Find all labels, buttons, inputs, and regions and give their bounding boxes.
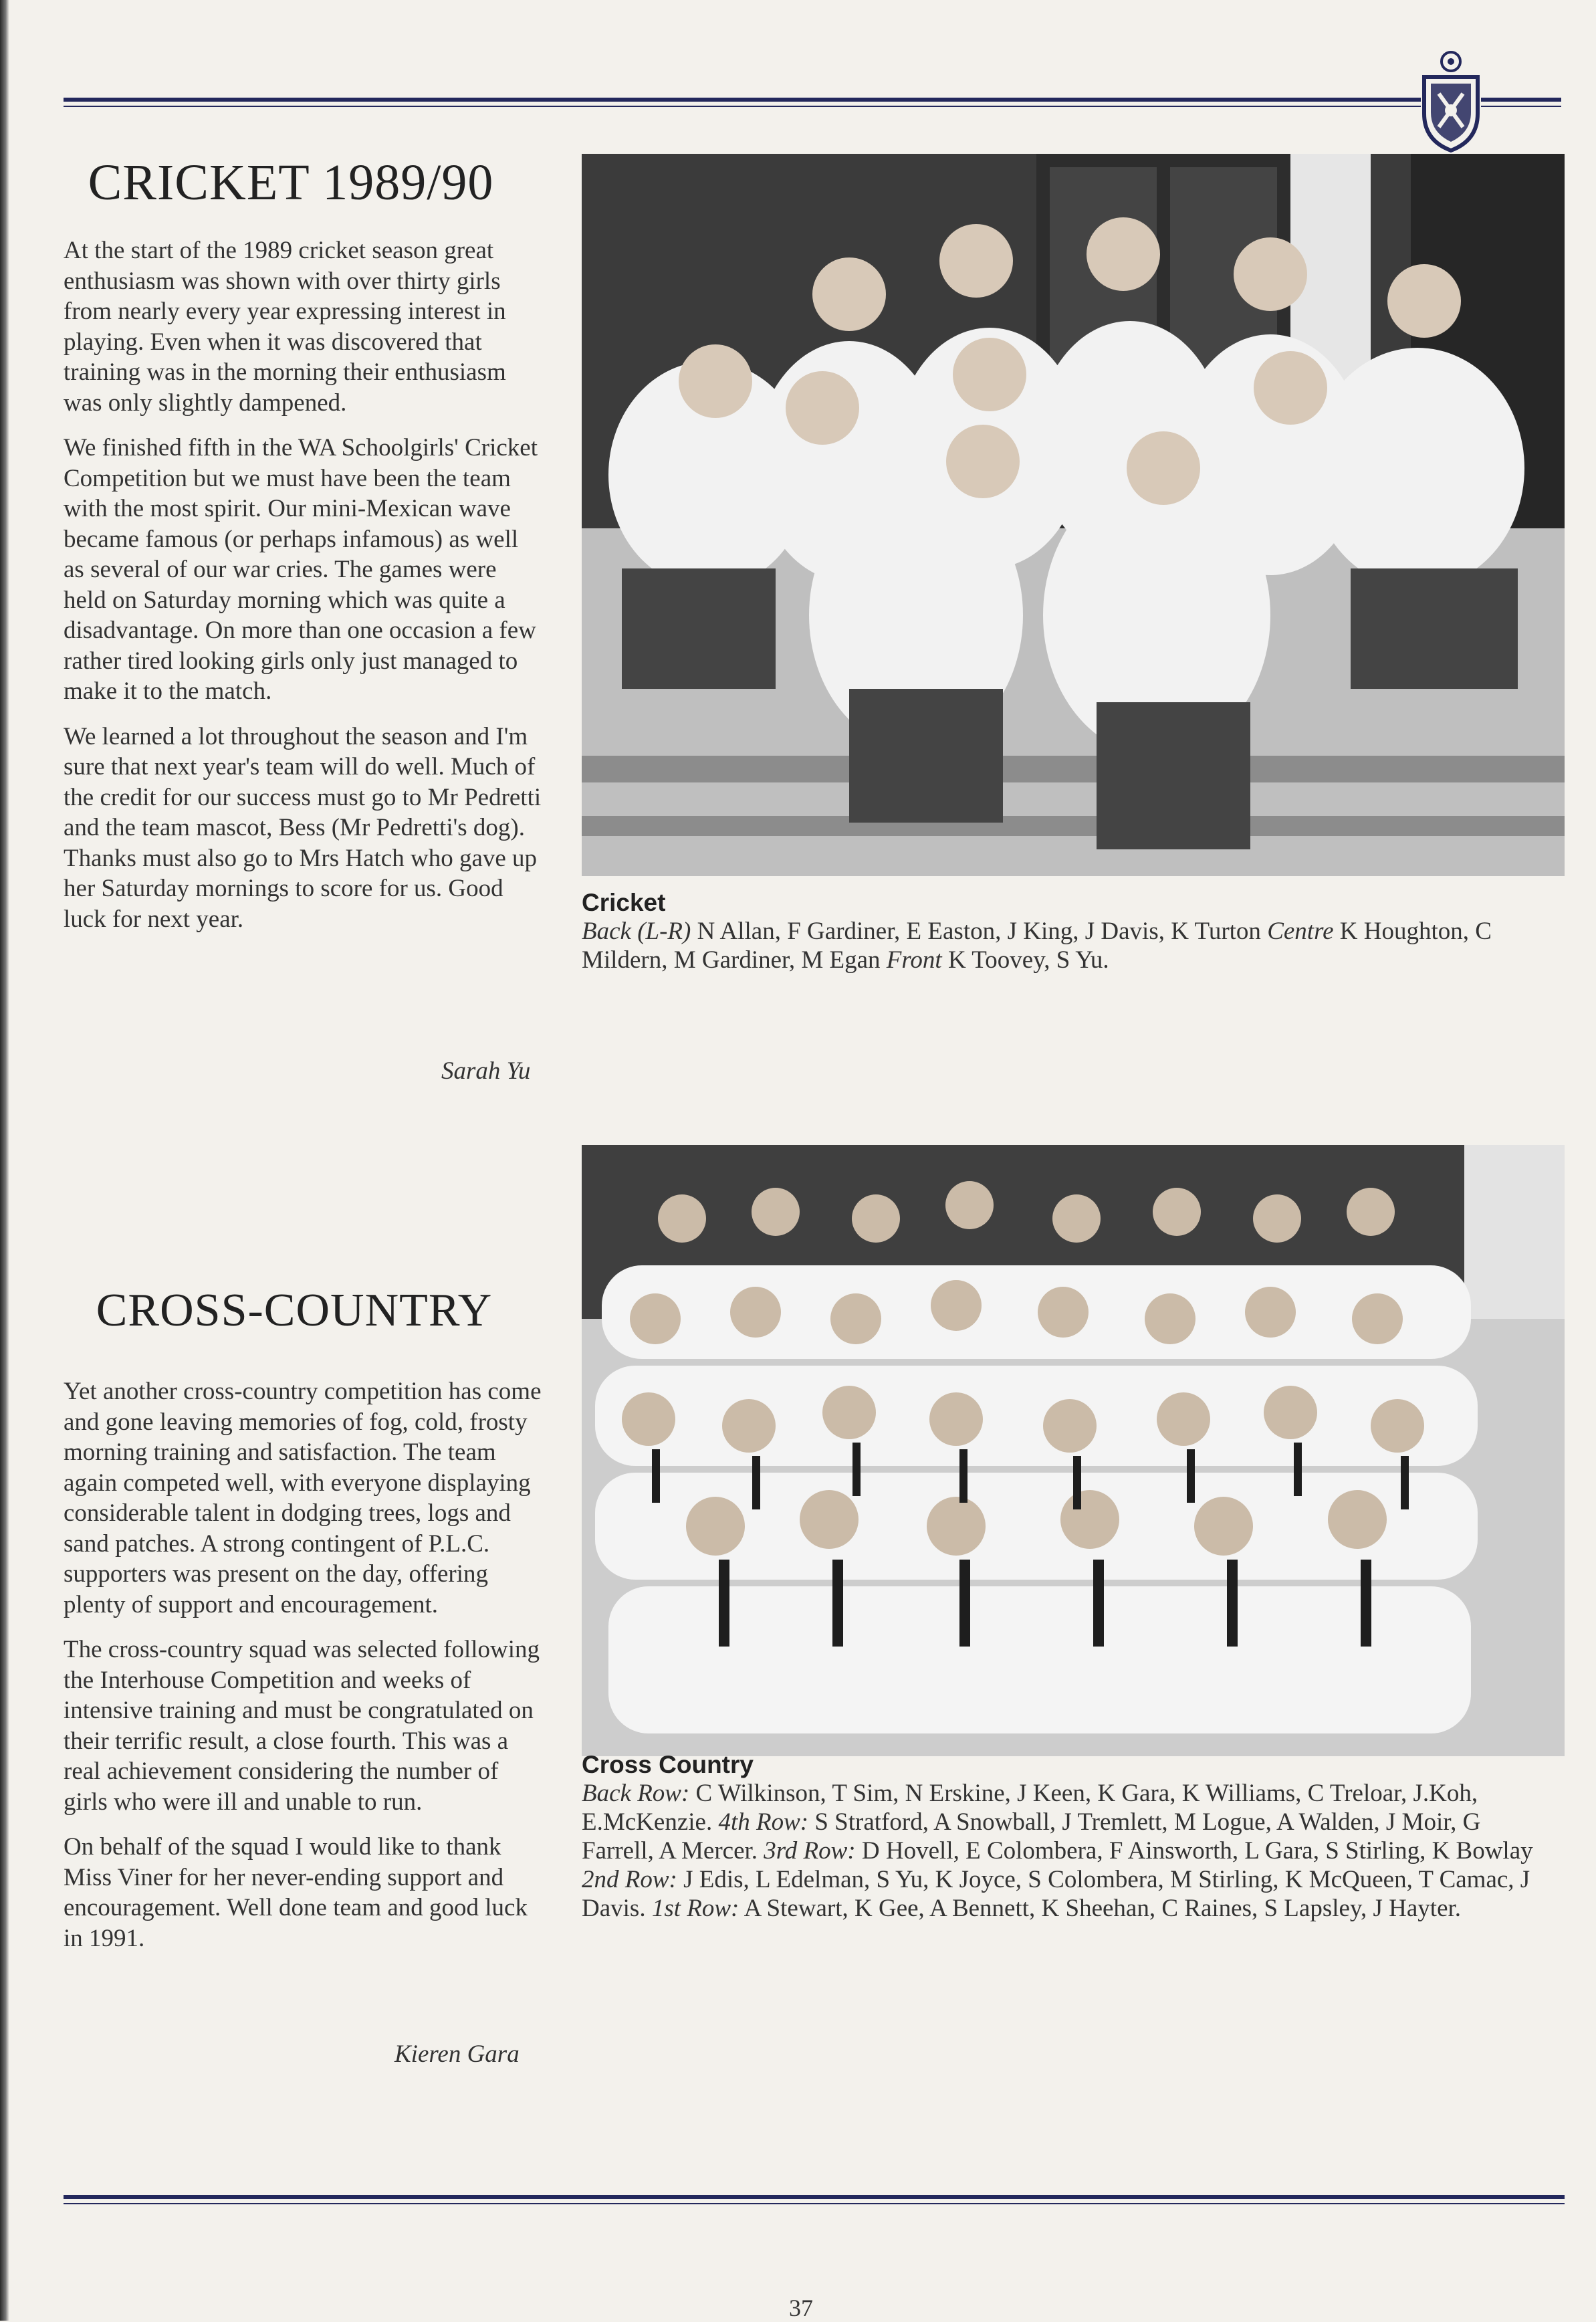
caption-row-label: Front bbox=[886, 946, 942, 974]
caption-names: K Houghton, C Mildern, M Gardiner, M Egan bbox=[582, 918, 1492, 974]
caption-row-label: Centre bbox=[1267, 918, 1334, 945]
caption-row-label: 1st Row: bbox=[651, 1895, 739, 1922]
cross-country-team-photo bbox=[582, 1145, 1565, 1756]
cross-country-author-signature: Kieren Gara bbox=[394, 2040, 520, 2068]
bottom-rule bbox=[64, 2195, 1565, 2199]
cricket-photo-scene bbox=[582, 154, 1565, 876]
caption-names: J Edis, L Edelman, S Yu, K Joyce, S Colombera, M Stirling, K McQueen, T Camac, J Davis. bbox=[582, 1866, 1530, 1922]
cross-country-paragraph: The cross-country squad was selected following the Interhouse Competition and weeks of intensive training and must be congratulated on their terrific result, a close fourth. This was a real achievement considering the number of girls who were ill and unable to run. bbox=[64, 1636, 540, 1816]
bottom-rule-thin bbox=[64, 2203, 1565, 2204]
caption-row-label: Back Row: bbox=[582, 1780, 690, 1807]
caption-row-label: 4th Row: bbox=[718, 1808, 809, 1836]
top-rule bbox=[64, 98, 1421, 102]
cricket-photo-caption bbox=[582, 888, 1538, 974]
cross-country-photo-caption bbox=[582, 1750, 1558, 1923]
caption-names: C Wilkinson, T Sim, N Erskine, J Keen, K Gara, K Williams, C Treloar, J.Koh, E.McKenzie. bbox=[582, 1780, 1478, 1836]
caption-names: A Stewart, K Gee, A Bennett, K Sheehan, C Raines, S Lapsley, J Hayter. bbox=[739, 1895, 1462, 1922]
caption-row-label: Back (L-R) bbox=[582, 918, 691, 945]
caption-row-label: 2nd Row: bbox=[582, 1866, 677, 1893]
cross-country-heading: CROSS-COUNTRY bbox=[96, 1285, 493, 1336]
cross-country-article bbox=[64, 1376, 542, 1968]
cricket-paragraph: We finished fifth in the WA Schoolgirls' Cricket Competition but we must have been the team with the most spirit. Our mini-Mexican wave became famous (or perhaps infamous) as well as several of our war cries. The games were held on Saturday morning which was quite a disadvantage. On more than one occasion a few rather tired looking girls only just managed to make it to the match. bbox=[64, 434, 538, 705]
cricket-paragraph: We learned a lot throughout the season and I'm sure that next year's team will do well. Much of the credit for our success must go to Mr Pedretti and the team mascot, Bess (Mr Pedretti's dog). Thanks must also go to Mrs Hatch who gave up her Saturday mornings to score for us. Good luck for next year. bbox=[64, 722, 542, 933]
cricket-article bbox=[64, 235, 542, 949]
cross-country-paragraph: On behalf of the squad I would like to thank Miss Viner for her never-ending support and encouragement. Well done team and good luck in 1991. bbox=[64, 1833, 528, 1952]
caption-title: Cricket bbox=[582, 889, 666, 916]
caption-row-label: 3rd Row: bbox=[764, 1837, 856, 1865]
cricket-author-signature: Sarah Yu bbox=[441, 1057, 531, 1085]
cricket-heading: CRICKET 1989/90 bbox=[88, 154, 494, 211]
top-rule-right bbox=[1481, 98, 1561, 102]
page-number: 37 bbox=[789, 2295, 813, 2321]
top-rule-right-thin bbox=[1481, 106, 1561, 107]
cross-country-photo-scene bbox=[582, 1145, 1565, 1756]
cricket-paragraph: At the start of the 1989 cricket season great enthusiasm was shown with over thirty girls from nearly every year expressing interest in playing. Even when it was discovered that training was in the morning their enthusiasm was only slightly dampened. bbox=[64, 237, 506, 417]
caption-names: D Hovell, E Colombera, F Ainsworth, L Gara, S Stirling, K Bowlay bbox=[855, 1837, 1533, 1865]
school-crest-icon bbox=[1411, 47, 1491, 154]
page-spine-shadow bbox=[0, 0, 9, 2321]
cricket-team-photo bbox=[582, 154, 1565, 876]
caption-names: S Stratford, A Snowball, J Tremlett, M Logue, A Walden, J Moir, G Farrell, A Mercer. bbox=[582, 1808, 1481, 1865]
caption-names: K Toovey, S Yu. bbox=[941, 946, 1109, 974]
caption-title: Cross Country bbox=[582, 1751, 754, 1778]
cross-country-paragraph: Yet another cross-country competition has come and gone leaving memories of fog, cold, frosty morning training and satisfaction. The team again competed well, with everyone displaying considerable talent in dodging trees, logs and sand patches. A strong contingent of P.L.C. supporters was present on the day, offering plenty of support and encouragement. bbox=[64, 1378, 542, 1618]
top-rule-thin bbox=[64, 106, 1421, 107]
caption-names: N Allan, F Gardiner, E Easton, J King, J Davis, K Turton bbox=[691, 918, 1268, 945]
